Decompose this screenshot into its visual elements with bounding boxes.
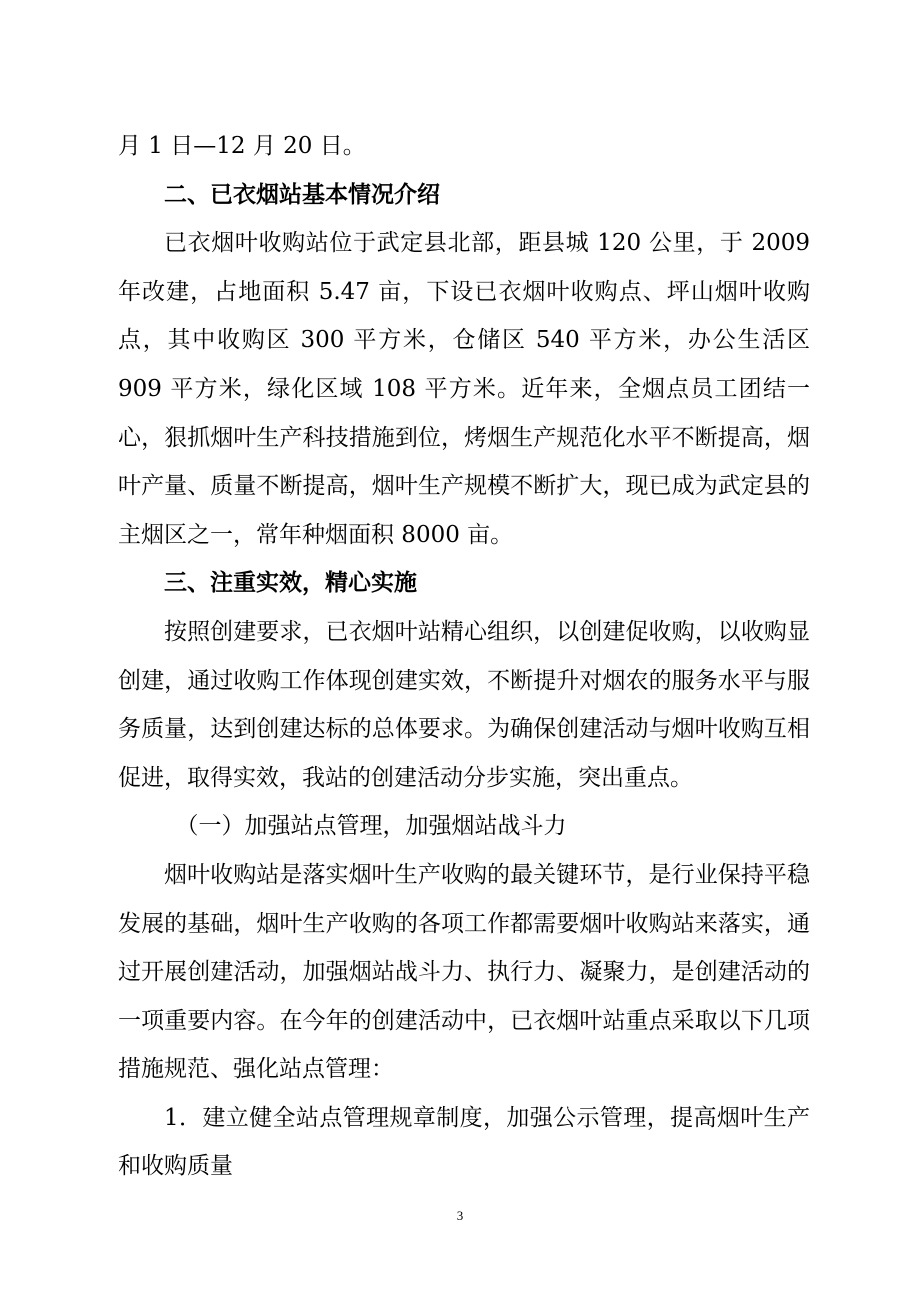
- document-body: [118, 122, 810, 1191]
- section-2-heading: 二、已衣烟站基本情况介绍: [164, 181, 440, 208]
- list-item-1: 1．建立健全站点管理规章制度，加强公示管理，提高烟叶生产和收购质量: [118, 1104, 810, 1180]
- subsection-1-heading: （一）加强站点管理，加强烟站战斗力: [175, 813, 567, 840]
- subsection-1-paragraph: 烟叶收购站是落实烟叶生产收购的最关键环节，是行业保持平稳发展的基础，烟叶生产收购的各项工作都需要烟叶收购站来落实，通过开展创建活动，加强烟站战斗力、执行力、凝聚力，是创建活动的一项重要内容。在今年的创建活动中，已衣烟叶站重点采取以下几项措施规范、强化站点管理：: [118, 861, 810, 1083]
- page-number: 3: [456, 1208, 464, 1223]
- continuation-text: 月 1 日—12 月 20 日。: [118, 133, 366, 159]
- section-3-paragraph: 按照创建要求，已衣烟叶站精心组织，以创建促收购，以收购显创建，通过收购工作体现创建实效，不断提升对烟农的服务水平与服务质量，达到创建达标的总体要求。为确保创建活动与烟叶收购互相促进，取得实效，我站的创建活动分步实施，突出重点。: [118, 618, 810, 791]
- section-2-paragraph: 已衣烟叶收购站位于武定县北部，距县城 120 公里，于 2009 年改建，占地面积 5.47 亩，下设已衣烟叶收购点、坪山烟叶收购点，其中收购区 300 平方米，仓储区 540 平方米，办公生活区 909 平方米，绿化区域 108 平方米。近年来，全烟点员工团结一心，狠抓烟叶生产科技措施到位，烤烟生产规范化水平不断提高，烟叶产量、质量不断提高，烟叶生产规模不断扩大，现已成为武定县的主烟区之一，常年种烟面积 8000 亩。: [118, 230, 810, 548]
- section-3-heading: 三、注重实效，精心实施: [164, 570, 417, 597]
